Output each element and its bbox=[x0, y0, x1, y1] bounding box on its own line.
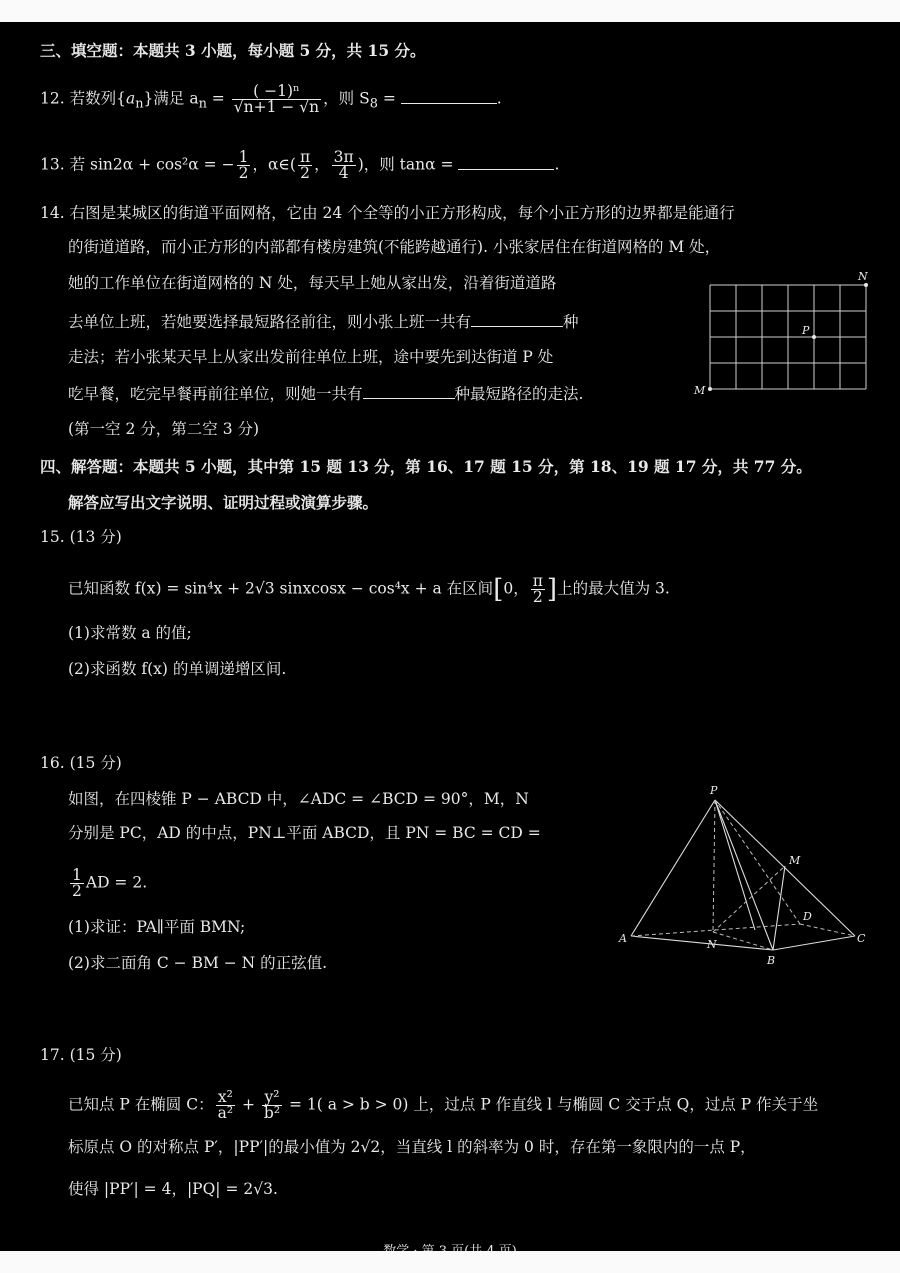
q17-number: 17. (15 分) bbox=[40, 1046, 122, 1064]
top-margin bbox=[0, 0, 900, 22]
label-N: N bbox=[707, 938, 717, 951]
section4-heading-2: 解答应写出文字说明、证明过程或演算步骤。 bbox=[68, 493, 379, 512]
pyramid-figure bbox=[615, 780, 870, 970]
q15-statement: 已知函数 f(x) = sin⁴x + 2√3 sinxcosx − cos⁴x + a 在区间[0， $\frac{\pi}{2}$ ]上的最大值为 3. bbox=[68, 572, 670, 606]
q16-number: 16. (15 分) bbox=[40, 754, 122, 772]
label-D: D bbox=[803, 910, 812, 923]
q12-fraction: $\frac{\text{( −1)ⁿ}}{√n+1 - √n}$ bbox=[233, 82, 320, 116]
point-P bbox=[812, 335, 816, 339]
q12: 12. 若数列$\{a_n\}$满足 $a_n$ = $\frac{\text{( −1)ⁿ}}{√n+1 - √n}$ ，则 $S_8$ = . bbox=[40, 82, 502, 116]
q13: 13. 若 sin2α + cos²α = − $\frac{1}{2}$ ，α∈( $\frac{\pi}{2}$ ， $\frac{3\pi}{4}$ )，则 tanα = . bbox=[40, 148, 560, 182]
answer-blank-13[interactable] bbox=[458, 153, 554, 170]
label-B: B bbox=[767, 954, 776, 967]
edge-AB bbox=[631, 936, 773, 950]
q17-line1: 已知点 P 在椭圆 C： $\frac{\text{x²}}{\text{a²}}$ + $\frac{\text{y²}}{\text{b²}}$ = 1( a > b > 0) 上，过点 P 作直线 l 与椭圆 C 交于点 Q，过点 P 作关于坐 bbox=[68, 1088, 819, 1122]
point-N bbox=[864, 283, 868, 287]
q16-line2: 分别是 PC，AD 的中点，PN⊥平面 ABCD，且 PN = BC = CD = bbox=[68, 824, 541, 842]
q14-line7: (第一空 2 分，第二空 3 分) bbox=[68, 420, 260, 438]
label-N: N bbox=[858, 270, 868, 283]
label-M: M bbox=[694, 384, 706, 397]
q14-line2: 的街道道路，而小正方形的内部都有楼房建筑(不能跨越通行). 小张家居住在街道网格的 M 处， bbox=[68, 238, 721, 256]
q15-part2: (2)求函数 f(x) 的单调递增区间. bbox=[68, 660, 287, 678]
bottom-margin bbox=[0, 1251, 900, 1273]
q16-part2: (2)求二面角 C − BM − N 的正弦值. bbox=[68, 954, 328, 972]
q15-number: 15. (13 分) bbox=[40, 528, 122, 546]
label-M: M bbox=[789, 854, 801, 867]
edge-BM bbox=[773, 866, 785, 950]
street-grid-figure bbox=[690, 270, 880, 405]
q17-line2: 标原点 O 的对称点 P′，|PP′|的最小值为 2√2，当直线 l 的斜率为 0 时，存在第一象限内的一点 P， bbox=[68, 1138, 756, 1156]
answer-blank-14b[interactable] bbox=[363, 382, 455, 399]
grid-lines bbox=[710, 285, 866, 389]
edge-PA bbox=[631, 800, 715, 936]
edge-DC-hidden bbox=[800, 924, 855, 936]
label-P: P bbox=[802, 324, 810, 337]
label-P: P bbox=[710, 784, 718, 797]
q14-line3: 她的工作单位在街道网格的 N 处，每天早上她从家出发，沿着街道道路 bbox=[68, 274, 557, 292]
answer-blank-14a[interactable] bbox=[471, 310, 563, 327]
edge-BC bbox=[773, 936, 855, 950]
edge-NM-hidden bbox=[713, 866, 785, 932]
q16-part1: (1)求证：PA∥平面 BMN; bbox=[68, 918, 246, 936]
point-M bbox=[708, 387, 712, 391]
q14-line5: 走法；若小张某天早上从家出发前往单位上班，途中要先到达街道 P 处 bbox=[68, 348, 554, 366]
edge-PN-hidden bbox=[713, 800, 715, 932]
q17-line3: 使得 |PP′| = 4，|PQ| = 2√3. bbox=[68, 1180, 278, 1198]
label-C: C bbox=[857, 932, 866, 945]
q14-line6: 吃早餐，吃完早餐再前往单位，则她一共有 种最短路径的走法. bbox=[68, 382, 583, 405]
edge-PD-hidden bbox=[715, 800, 800, 924]
section3-heading: 三、填空题：本题共 3 小题，每小题 5 分，共 15 分。 bbox=[40, 41, 426, 60]
answer-blank-12[interactable] bbox=[401, 87, 497, 104]
q15-part1: (1)求常数 a 的值; bbox=[68, 624, 192, 642]
exam-page bbox=[0, 22, 900, 1251]
q14-line1: 14. 右图是某城区的街道平面网格，它由 24 个全等的小正方形构成，每个小正方形的边界都是能通行 bbox=[40, 204, 735, 222]
section4-heading-1: 四、解答题：本题共 5 小题，其中第 15 题 13 分，第 16、17 题 15 分，第 18、19 题 17 分，共 77 分。 bbox=[40, 457, 812, 476]
q16-line1: 如图，在四棱锥 P − ABCD 中，∠ADC = ∠BCD = 90°，M，N bbox=[68, 790, 529, 808]
label-A: A bbox=[619, 932, 627, 945]
q16-line3: $\frac{1}{2}$ AD = 2. bbox=[72, 866, 148, 900]
q14-line4: 去单位上班，若她要选择最短路径前往，则小张上班一共有 种 bbox=[68, 310, 579, 333]
